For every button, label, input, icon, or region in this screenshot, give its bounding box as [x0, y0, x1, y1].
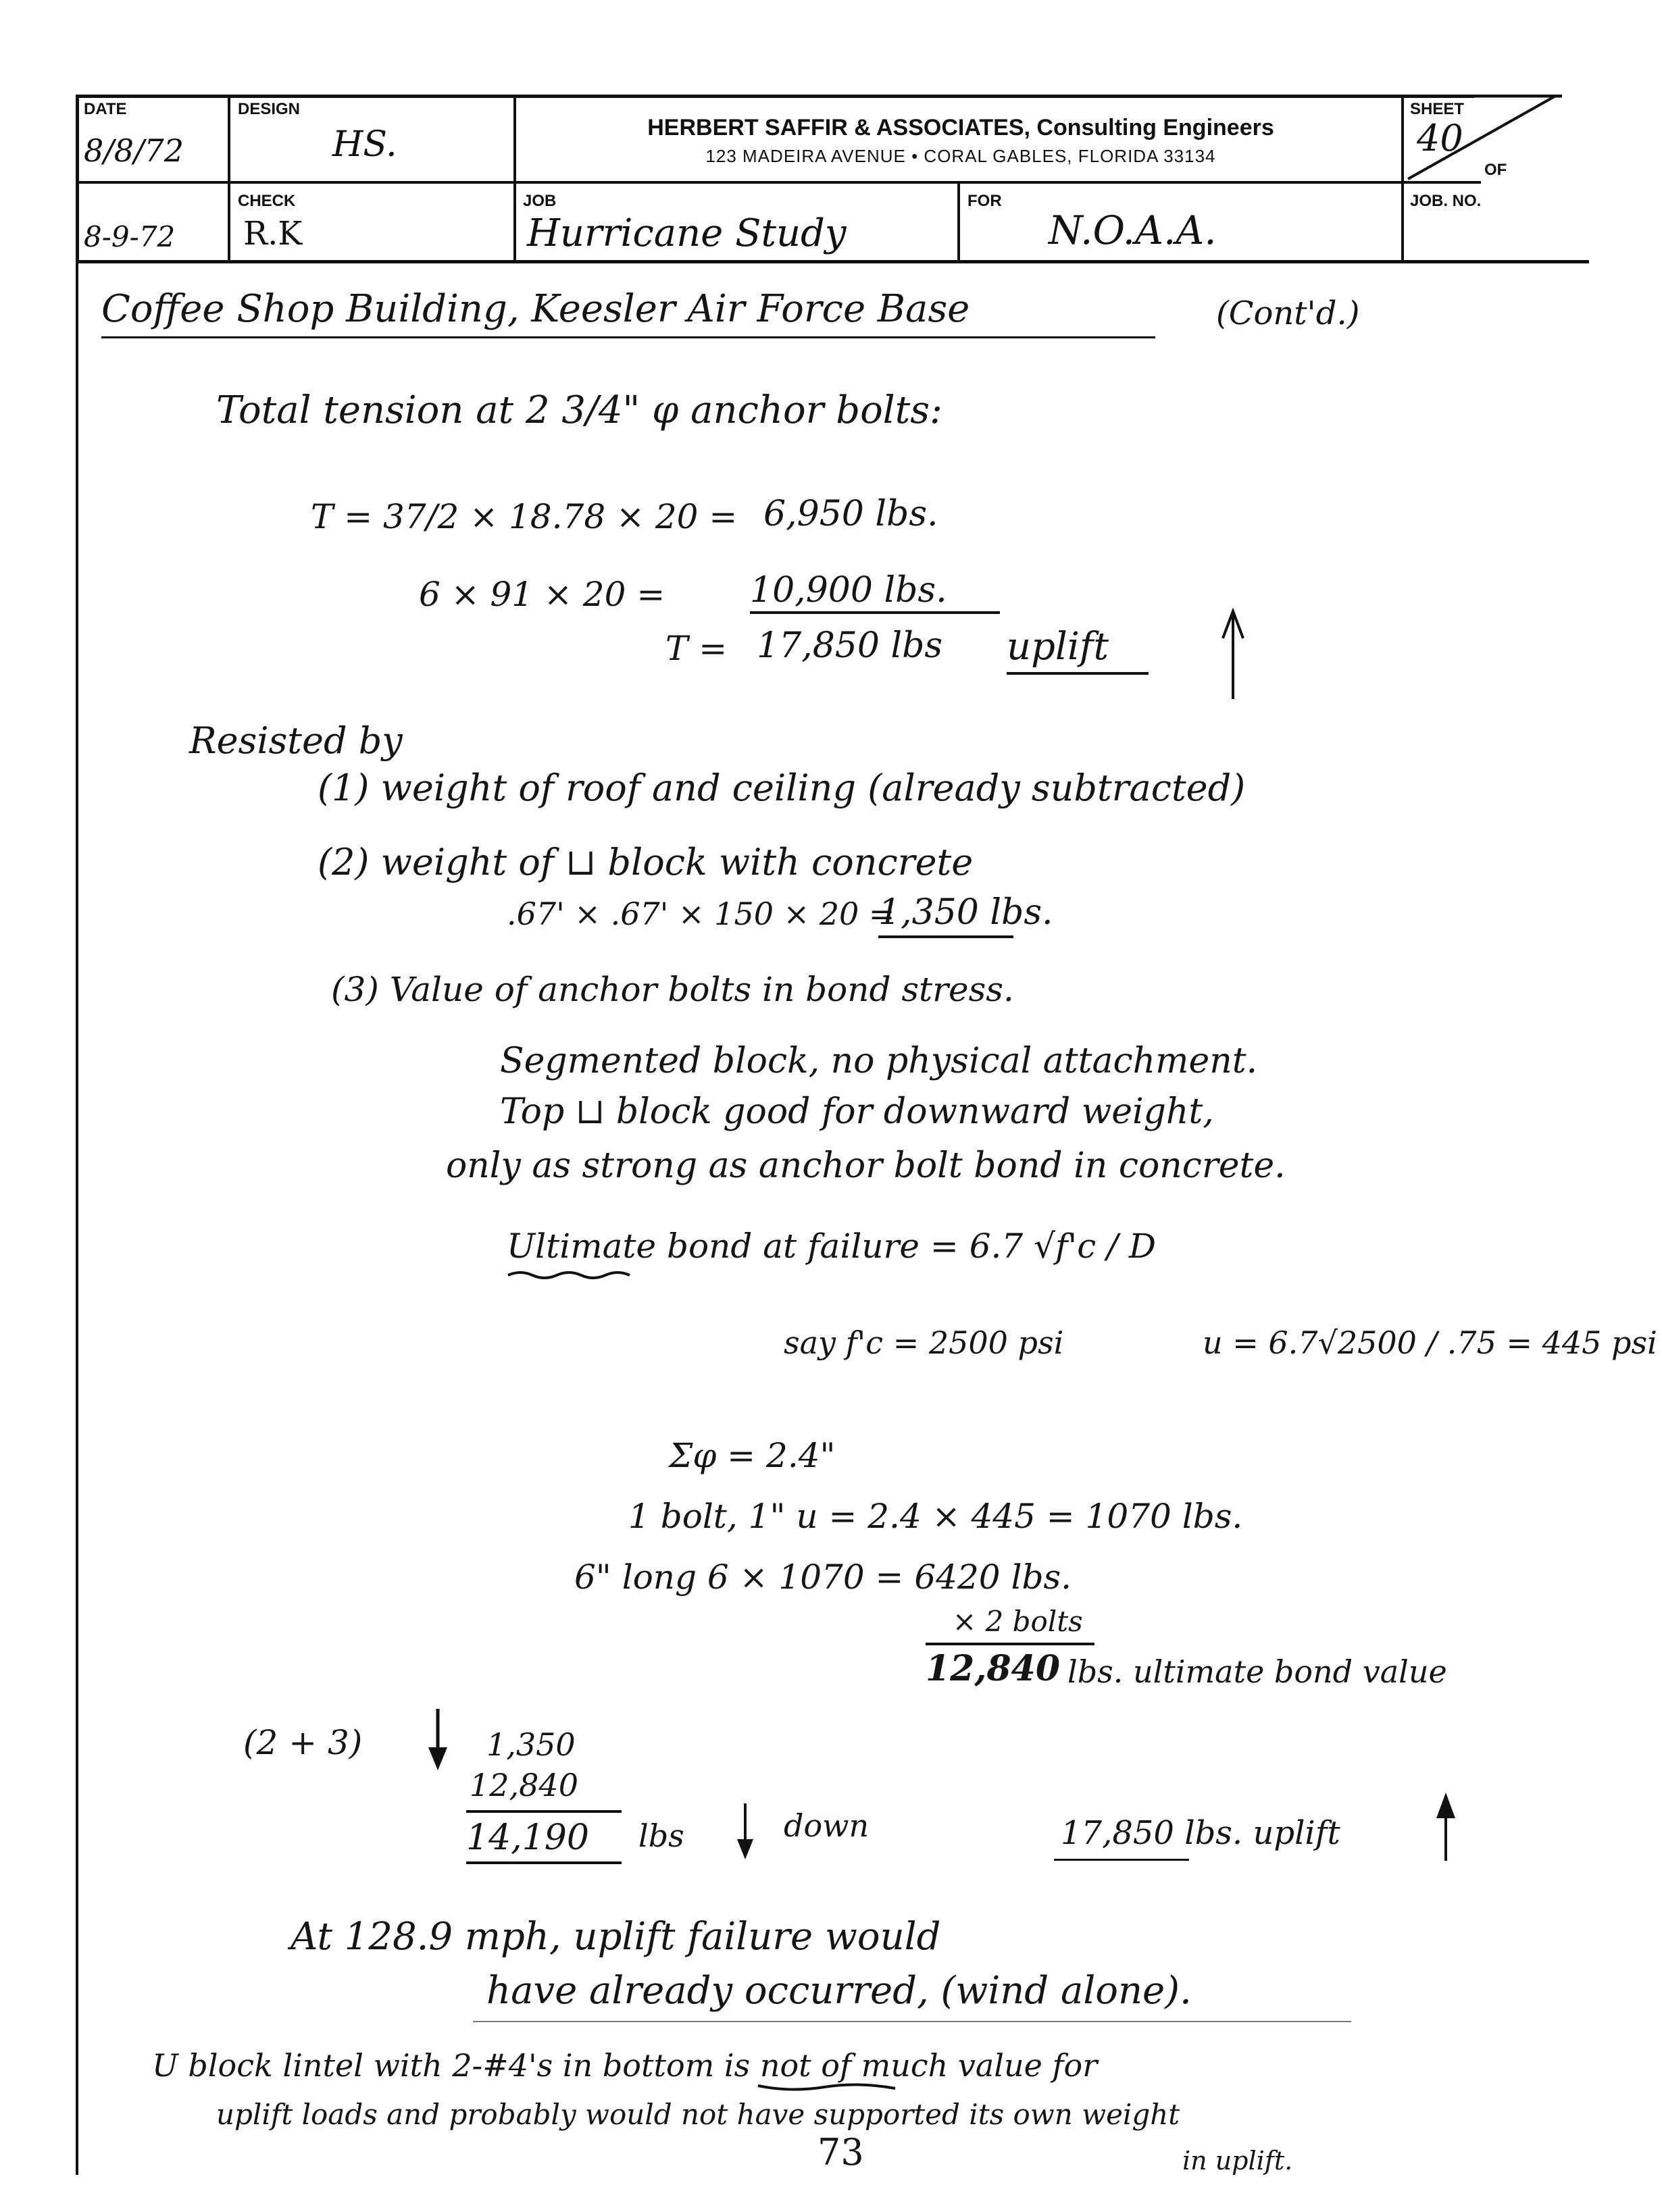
conclusion-note2: uplift loads and probably would not have supported its own weight — [216, 2098, 1180, 2131]
summary-uplift-underline — [1054, 1859, 1189, 1861]
resisted-note1: Segmented block, no physical attachment. — [500, 1041, 1258, 1081]
bond-ultimate: Ultimate bond at failure = 6.7 √f'c / D — [507, 1227, 1156, 1266]
title-block — [76, 95, 1589, 263]
bottom-squiggle — [757, 2082, 899, 2094]
conclusion-note1: U block lintel with 2-#4's in bottom is not of much value for — [152, 2047, 1098, 2084]
design-label: DESIGN — [238, 100, 301, 118]
bond-result: 12,840 — [926, 1648, 1061, 1689]
item2-result-underline — [878, 935, 1013, 938]
bond-sum-phi: Σφ = 2.4" — [669, 1436, 836, 1475]
design-value: HS. — [332, 124, 397, 165]
resisted-item2-result: 1,350 lbs. — [878, 892, 1053, 933]
sheet-label: SHEET — [1410, 100, 1465, 118]
summary-down: down — [784, 1807, 870, 1844]
tension-eq1-left: T = 37/2 × 18.78 × 20 = — [311, 497, 738, 536]
summary-uplift: 17,850 lbs. uplift — [1061, 1814, 1340, 1852]
conclusion-line1: At 128.9 mph, uplift failure would — [291, 1915, 941, 1959]
resisted-label: Resisted by — [189, 719, 403, 762]
up-arrow-icon — [1432, 1790, 1459, 1864]
conclusion-line2: have already occurred, (wind alone). — [486, 1969, 1192, 2013]
job-no-label: JOB. NO. — [1410, 192, 1482, 210]
summary-total: 14,190 — [466, 1818, 589, 1858]
heading-title: Coffee Shop Building, Keesler Air Force Base — [101, 287, 970, 331]
bond-result-text: lbs. ultimate bond value — [1067, 1653, 1447, 1690]
tension-sum-underline — [750, 611, 1000, 614]
resisted-item1: (1) weight of roof and ceiling (already subtracted) — [318, 767, 1246, 809]
resisted-note2: Top ⊔ block good for downward weight, — [500, 1091, 1214, 1132]
heading-cont: (Cont'd.) — [1216, 294, 1360, 332]
ultimate-squiggle — [507, 1268, 642, 1279]
resisted-item2-calc: .67' × .67' × 150 × 20 = — [507, 896, 895, 932]
conclusion-rule — [473, 2021, 1351, 2022]
check-value: R.K — [243, 215, 303, 253]
down-arrow-icon — [424, 1705, 451, 1773]
down-small-arrow-icon — [733, 1800, 757, 1861]
summary-total-underline — [466, 1861, 622, 1864]
resisted-item2: (2) weight of ⊔ block with concrete — [318, 841, 974, 883]
resisted-note3: only as strong as anchor bolt bond in concrete. — [446, 1146, 1286, 1186]
summary-total-text: lbs — [638, 1818, 684, 1854]
sheet-value: 40 — [1417, 117, 1463, 159]
heading-underline — [101, 336, 1155, 338]
firm-name: HERBERT SAFFIR & ASSOCIATES, Consulting Engineers — [647, 115, 1274, 140]
tension-eq2-left: 6 × 91 × 20 = — [419, 575, 665, 614]
of-label: OF — [1484, 161, 1507, 179]
for-label: FOR — [967, 192, 1002, 210]
summary-label: (2 + 3) — [243, 1723, 363, 1762]
uplift-arrow-icon — [1216, 608, 1250, 702]
bond-u-formula: u = 6.7√2500 / .75 = 445 psi — [1203, 1324, 1657, 1361]
conclusion-note3: in uplift. — [1182, 2146, 1293, 2176]
resisted-item3: (3) Value of anchor bolts in bond stress. — [331, 970, 1014, 1009]
tension-eq3-right: 17,850 lbs — [757, 625, 943, 666]
check-date: 8-9-72 — [84, 220, 176, 253]
summary-v2: 12,840 — [470, 1767, 578, 1803]
for-value: N.O.A.A. — [1049, 207, 1217, 253]
uplift-underline — [1007, 672, 1149, 675]
check-label: CHECK — [238, 192, 296, 210]
bond-say: say f'c = 2500 psi — [784, 1324, 1064, 1361]
job-label: JOB — [523, 192, 557, 210]
job-value: Hurricane Study — [527, 211, 847, 255]
tension-title: Total tension at 2 3/4" φ anchor bolts: — [216, 388, 942, 432]
bond-six-long: 6" long 6 × 1070 = 6420 lbs. — [574, 1558, 1072, 1597]
firm-address: 123 MADEIRA AVENUE • CORAL GABLES, FLORIDA 33134 — [705, 146, 1216, 166]
date-value: 8/8/72 — [84, 132, 184, 169]
summary-underline — [466, 1810, 622, 1813]
bond-underline — [926, 1643, 1094, 1645]
page-number: 73 — [817, 2131, 864, 2174]
tension-eq2-right: 10,900 lbs. — [750, 570, 947, 611]
tension-eq3-left: T = — [665, 629, 728, 668]
bond-one-bolt: 1 bolt, 1" u = 2.4 × 445 = 1070 lbs. — [628, 1497, 1243, 1536]
date-label: DATE — [84, 100, 127, 118]
tension-eq1-right: 6,950 lbs. — [763, 494, 938, 534]
sheet-left-border — [76, 263, 78, 2175]
tension-eq3-uplift: uplift — [1007, 625, 1109, 669]
bond-times2: × 2 bolts — [953, 1605, 1083, 1638]
summary-v1: 1,350 — [486, 1726, 576, 1763]
